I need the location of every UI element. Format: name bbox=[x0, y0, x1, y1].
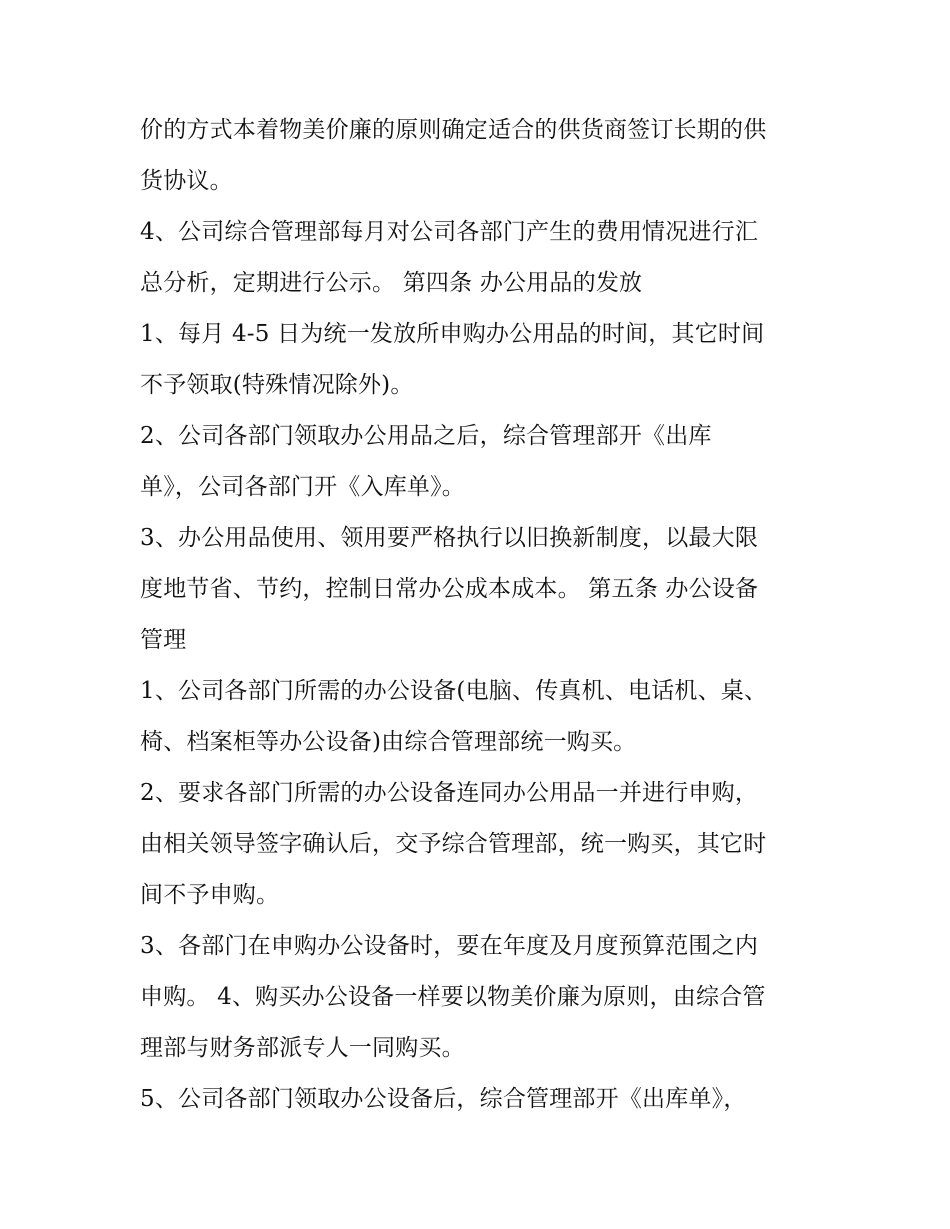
text-line: 理部与财务部派专人一同购买。 bbox=[140, 1035, 465, 1061]
text-line: 2、公司各部门领取办公用品之后，综合管理部开《出库 bbox=[140, 423, 712, 449]
text-line: 度地节省、节约，控制日常办公成本成本。 第五条 办公设备 bbox=[140, 576, 759, 602]
text-line: 单》，公司各部门开《入库单》。 bbox=[140, 474, 465, 500]
text-line: 5、公司各部门领取办公设备后，综合管理部开《出库单》， bbox=[140, 1086, 747, 1112]
text-line: 不予领取(特殊情况除外)。 bbox=[140, 372, 414, 398]
text-line: 总分析，定期进行公示。 第四条 办公用品的发放 bbox=[140, 270, 643, 296]
text-line: 价的方式本着物美价廉的原则确定适合的供货商签订长期的供 bbox=[140, 117, 767, 143]
text-line: 1、公司各部门所需的办公设备(电脑、传真机、电话机、桌、 bbox=[140, 678, 768, 704]
text-line: 1、每月 4-5 日为统一发放所申购办公用品的时间，其它时间 bbox=[140, 321, 765, 347]
text-line: 4、公司综合管理部每月对公司各部门产生的费用情况进行汇 bbox=[140, 219, 759, 245]
text-line: 3、各部门在申购办公设备时，要在年度及月度预算范围之内 bbox=[140, 933, 759, 959]
text-line: 申购。 4、购买办公设备一样要以物美价廉为原则，由综合管 bbox=[140, 984, 766, 1010]
text-line: 管理 bbox=[140, 627, 187, 653]
document-body bbox=[140, 105, 830, 1125]
text-line: 间不予申购。 bbox=[140, 882, 280, 908]
text-line: 2、要求各部门所需的办公设备连同办公用品一并进行申购， bbox=[140, 780, 759, 806]
text-line: 货协议。 bbox=[140, 168, 233, 194]
text-line: 3、办公用品使用、领用要严格执行以旧换新制度，以最大限 bbox=[140, 525, 759, 551]
text-line: 由相关领导签字确认后，交予综合管理部，统一购买，其它时 bbox=[140, 831, 767, 857]
text-line: 椅、档案柜等办公设备)由综合管理部统一购买。 bbox=[140, 729, 637, 755]
